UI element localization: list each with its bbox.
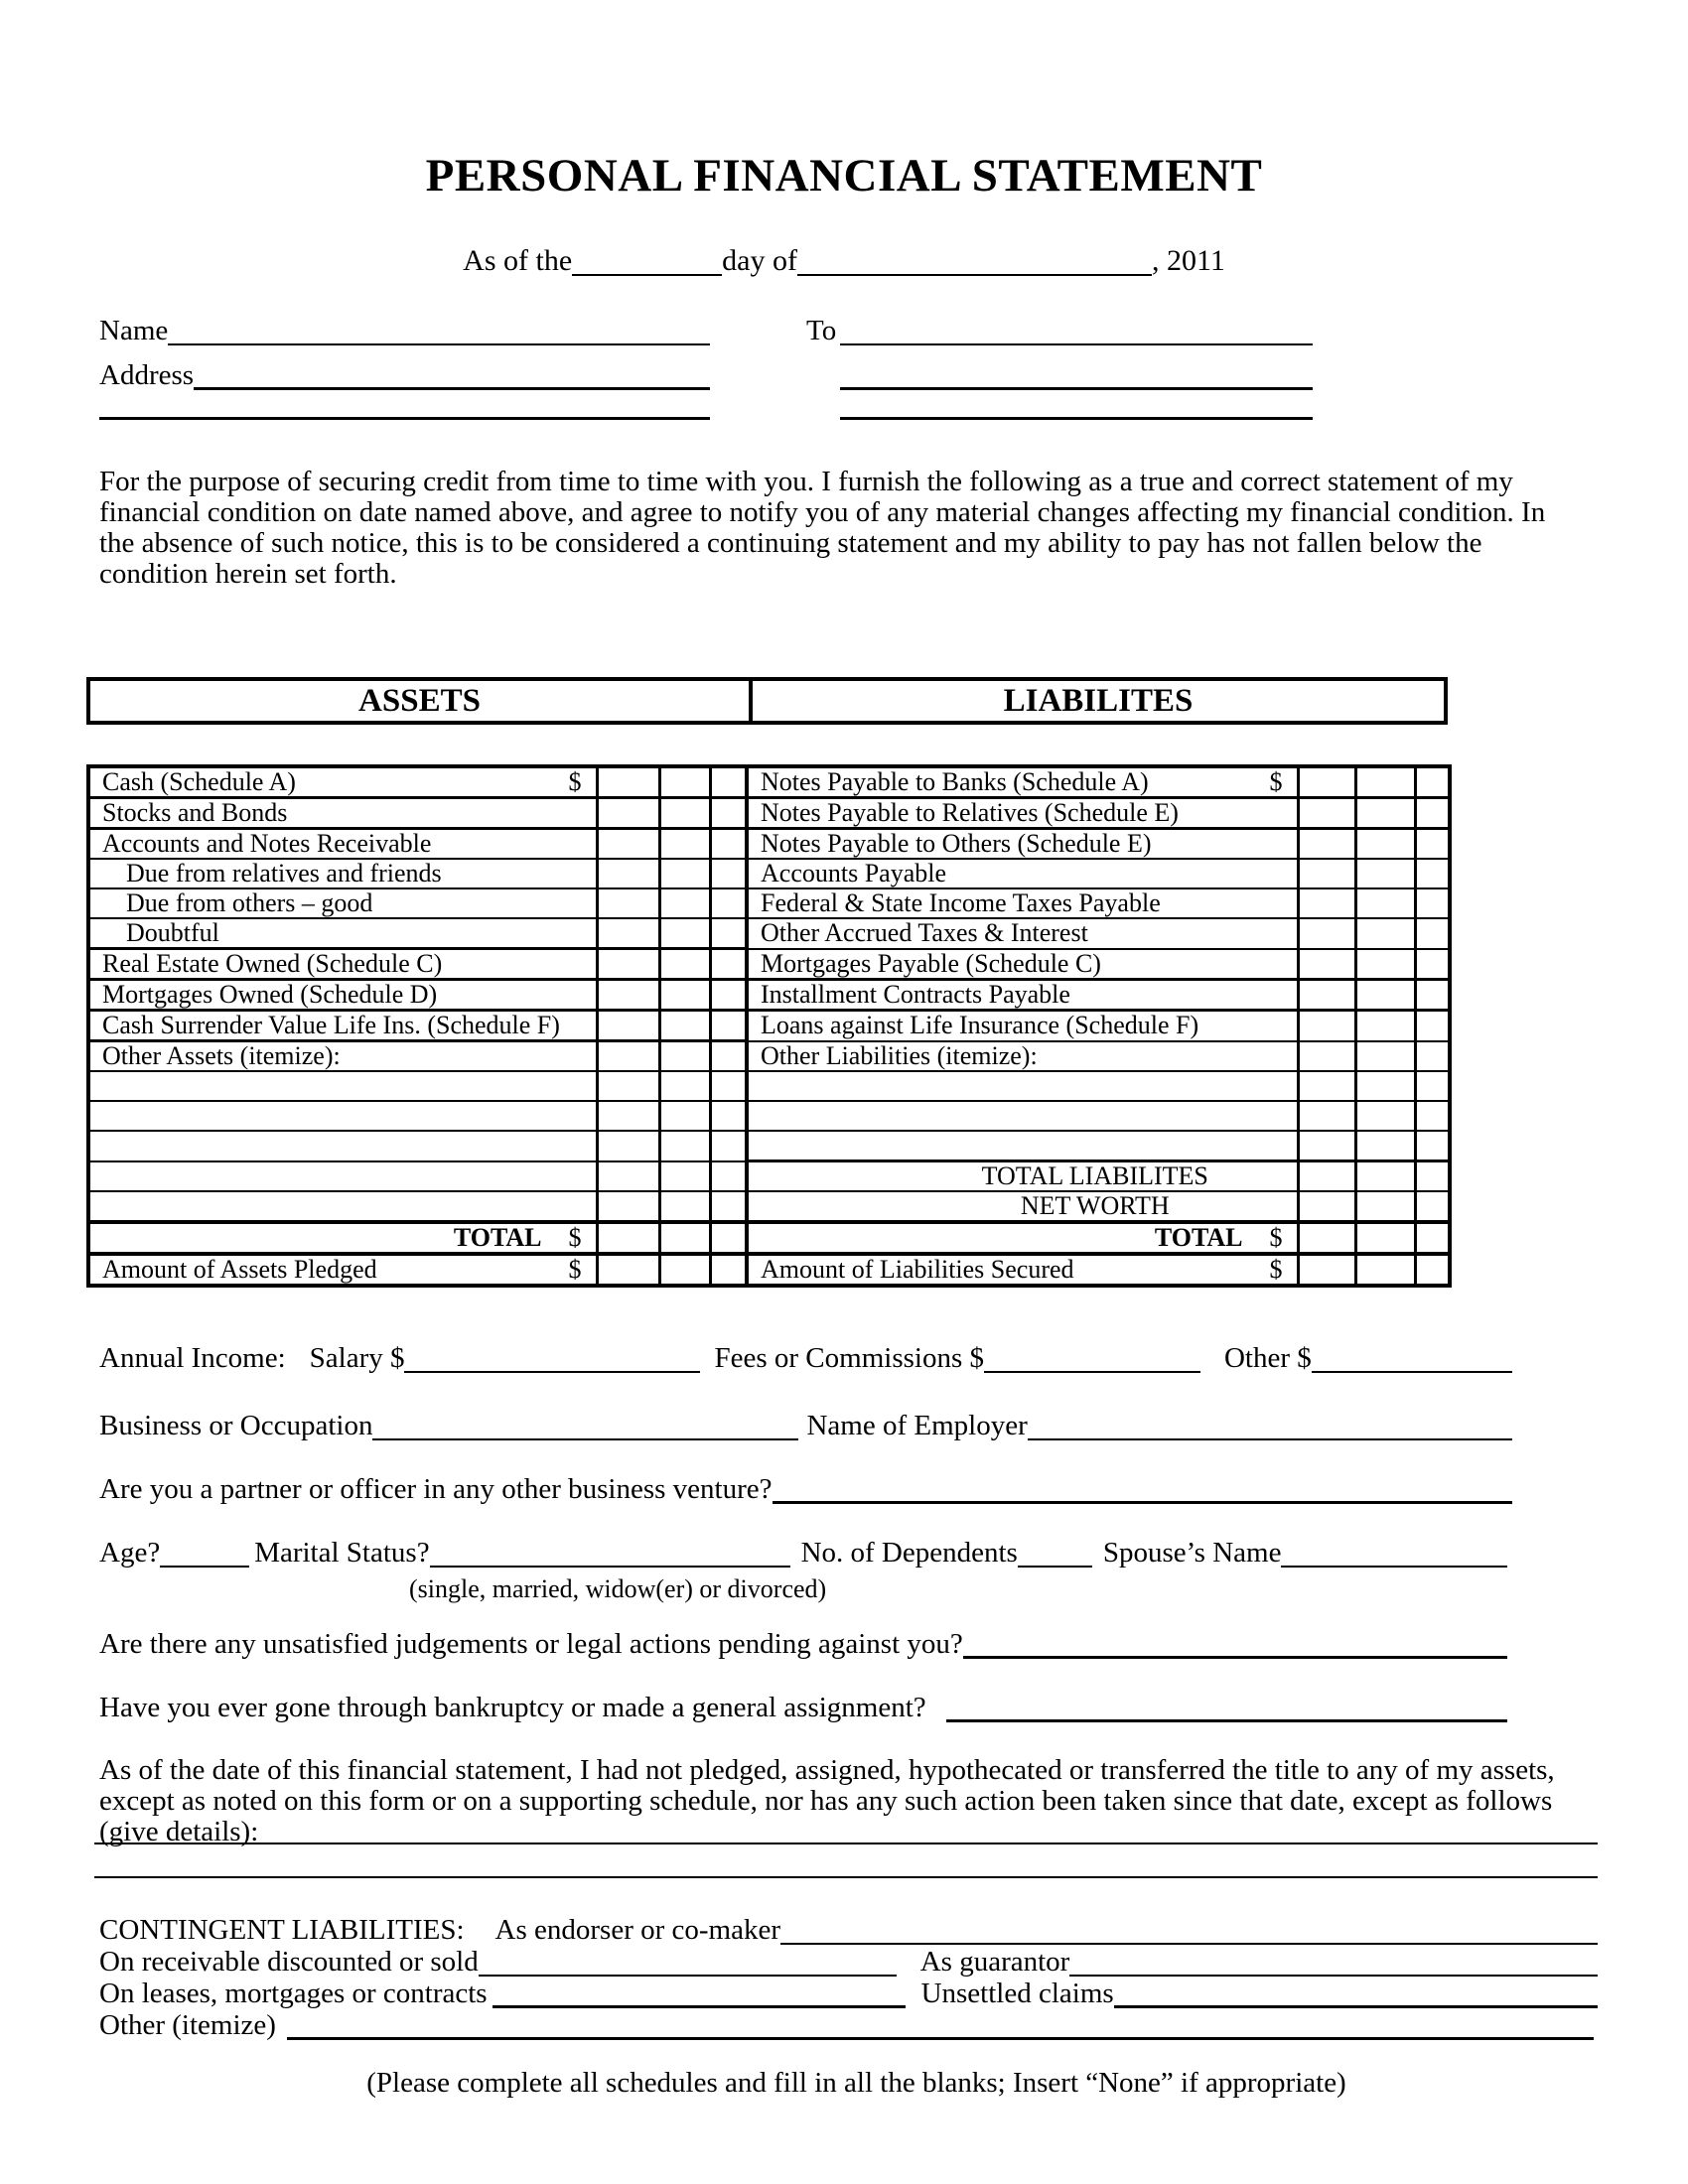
- liability-amount-cell-3[interactable]: [1415, 1041, 1450, 1072]
- footer-note: (Please complete all schedules and fill in all the blanks; Insert “None” if appropriate): [366, 2067, 1346, 2099]
- receivable-label: On receivable discounted or sold: [99, 1946, 479, 1978]
- age-blank-line[interactable]: [160, 1558, 249, 1568]
- liability-amount-cell-2[interactable]: [1355, 1254, 1415, 1286]
- asset-amount-cell-2[interactable]: [659, 918, 710, 949]
- asset-amount-cell-2[interactable]: [659, 1011, 710, 1041]
- liability-amount-cell-3[interactable]: [1415, 1101, 1450, 1131]
- other-income-blank-line[interactable]: [1312, 1363, 1512, 1373]
- table-row: [88, 1071, 1450, 1101]
- asset-amount-cell-3[interactable]: [710, 1101, 747, 1131]
- table-row: [88, 1131, 1450, 1161]
- endorser-label: As endorser or co-maker: [494, 1914, 781, 1946]
- asset-amount-cell-2[interactable]: [659, 798, 710, 829]
- asof-year-label: , 2011: [1151, 244, 1225, 277]
- salary-blank-line[interactable]: [404, 1363, 700, 1373]
- liability-amount-cell-3[interactable]: [1415, 1011, 1450, 1041]
- occupation-label: Business or Occupation: [99, 1410, 373, 1441]
- asset-amount-cell-3[interactable]: [710, 798, 747, 829]
- liability-row-label: TOTAL $: [747, 1222, 1298, 1254]
- name-address-column: [99, 312, 710, 422]
- asset-amount-cell-3[interactable]: [710, 980, 747, 1011]
- liability-amount-cell-1[interactable]: [1298, 766, 1355, 798]
- asset-amount-cell-3[interactable]: [710, 829, 747, 860]
- asset-amount-cell-2[interactable]: [659, 1041, 710, 1072]
- liability-amount-cell-2[interactable]: [1355, 1222, 1415, 1254]
- asset-amount-cell-2[interactable]: [659, 1191, 710, 1222]
- liability-amount-cell-1[interactable]: [1298, 1011, 1355, 1041]
- asset-amount-cell-3[interactable]: [710, 859, 747, 888]
- asset-amount-cell-2[interactable]: [659, 1222, 710, 1254]
- asset-amount-cell-3[interactable]: [710, 888, 747, 918]
- employer-blank-line[interactable]: [1028, 1431, 1512, 1440]
- liability-amount-cell-2[interactable]: [1355, 766, 1415, 798]
- asset-amount-cell-1[interactable]: [597, 1191, 659, 1222]
- liability-row-label: NET WORTH: [747, 1191, 1298, 1222]
- liability-amount-cell-2[interactable]: [1355, 888, 1415, 918]
- asset-amount-cell-3[interactable]: [710, 949, 747, 980]
- liability-amount-cell-2[interactable]: [1355, 1041, 1415, 1072]
- asset-itemize-blank-cell[interactable]: [88, 1131, 597, 1161]
- liability-row-label: Federal & State Income Taxes Payable: [747, 888, 1298, 918]
- balance-table-container: [86, 764, 1452, 1288]
- details-blank-line-2[interactable]: [94, 1876, 1598, 1878]
- liability-row-label: Accounts Payable: [747, 859, 1298, 888]
- liability-amount-cell-3[interactable]: [1415, 918, 1450, 949]
- asof-dayof-label: day of: [722, 244, 797, 277]
- liability-amount-cell-3[interactable]: [1415, 798, 1450, 829]
- liability-amount-cell-1[interactable]: [1298, 1131, 1355, 1161]
- liability-itemize-blank-cell[interactable]: [747, 1101, 1298, 1131]
- liability-itemize-blank-cell[interactable]: [747, 1071, 1298, 1101]
- asset-row-label: Amount of Assets Pledged $: [88, 1254, 597, 1286]
- asset-amount-cell-2[interactable]: [659, 1131, 710, 1161]
- liability-amount-cell-3[interactable]: [1415, 829, 1450, 860]
- asset-itemize-blank-cell[interactable]: [88, 1071, 597, 1101]
- asset-amount-cell-3[interactable]: [710, 1011, 747, 1041]
- liability-row-label: Installment Contracts Payable: [747, 980, 1298, 1011]
- table-row: [88, 798, 1450, 829]
- name-blank-line[interactable]: [168, 336, 710, 345]
- asset-amount-cell-3[interactable]: [710, 918, 747, 949]
- asset-amount-cell-3[interactable]: [710, 1254, 747, 1286]
- as-of-date-line: [0, 244, 1688, 278]
- address-blank-line[interactable]: [194, 379, 710, 390]
- asset-amount-cell-1[interactable]: [597, 949, 659, 980]
- asset-amount-cell-1[interactable]: [597, 1041, 659, 1072]
- asset-amount-cell-2[interactable]: [659, 888, 710, 918]
- table-row: [88, 859, 1450, 888]
- guarantor-label: As guarantor: [919, 1946, 1070, 1978]
- liability-amount-cell-2[interactable]: [1355, 1191, 1415, 1222]
- liability-amount-cell-1[interactable]: [1298, 1254, 1355, 1286]
- asset-row-label: Real Estate Owned (Schedule C): [88, 949, 597, 980]
- unsettled-claims-label: Unsettled claims: [920, 1978, 1114, 2009]
- asof-prefix-label: As of the: [463, 244, 573, 277]
- marital-blank-line[interactable]: [430, 1558, 790, 1568]
- contingent-other-line: [99, 2009, 1594, 2042]
- liability-amount-cell-2[interactable]: [1355, 980, 1415, 1011]
- annual-income-label: Annual Income:: [99, 1342, 286, 1374]
- marital-status-note: (single, married, widow(er) or divorced): [409, 1574, 827, 1603]
- asset-amount-cell-1[interactable]: [597, 918, 659, 949]
- month-blank-line[interactable]: [797, 266, 1152, 276]
- details-blank-line-1[interactable]: [94, 1843, 1598, 1844]
- dollar-sign: $: [568, 1223, 582, 1252]
- contingent-liabilities-heading: CONTINGENT LIABILITIES:: [99, 1914, 465, 1946]
- asset-amount-cell-2[interactable]: [659, 1101, 710, 1131]
- occupation-blank-line[interactable]: [372, 1431, 798, 1440]
- table-header-box: [86, 677, 1448, 725]
- liability-amount-cell-2[interactable]: [1355, 1101, 1415, 1131]
- asset-amount-cell-1[interactable]: [597, 798, 659, 829]
- bankruptcy-blank-line[interactable]: [946, 1711, 1507, 1722]
- spouse-blank-line[interactable]: [1281, 1558, 1507, 1568]
- liability-itemize-blank-cell[interactable]: [747, 1131, 1298, 1161]
- liability-amount-cell-2[interactable]: [1355, 918, 1415, 949]
- fees-label: Fees or Commissions $: [714, 1342, 984, 1374]
- asset-row-label: TOTAL $: [88, 1222, 597, 1254]
- intro-paragraph: For the purpose of securing credit from time to time with you. I furnish the following as a true and correct statement of my financial condition on date named above, and agree to notify you of any material changes affecting my financial condition. In the absence of such notice, this is to be considered a continuing statement and my ability to pay has not fallen below the condition herein set forth.: [99, 466, 1546, 590]
- asset-amount-cell-1[interactable]: [597, 1131, 659, 1161]
- dependents-blank-line[interactable]: [1018, 1558, 1092, 1568]
- asset-amount-cell-2[interactable]: [659, 859, 710, 888]
- liability-amount-cell-1[interactable]: [1298, 888, 1355, 918]
- liability-amount-cell-3[interactable]: [1415, 1254, 1450, 1286]
- age-label: Age?: [99, 1537, 161, 1569]
- to-column: [806, 312, 1313, 422]
- liabilities-header: LIABILITES: [749, 681, 1444, 721]
- liability-amount-cell-1[interactable]: [1298, 918, 1355, 949]
- table-row: [88, 1222, 1450, 1254]
- liability-amount-cell-3[interactable]: [1415, 1222, 1450, 1254]
- liability-amount-cell-2[interactable]: [1355, 1071, 1415, 1101]
- table-row: [88, 1254, 1450, 1286]
- liability-amount-cell-2[interactable]: [1355, 859, 1415, 888]
- asset-row-label: Cash Surrender Value Life Ins. (Schedule F): [88, 1011, 597, 1041]
- asset-amount-cell-1[interactable]: [597, 1222, 659, 1254]
- table-row: [88, 949, 1450, 980]
- other-itemize-label: Other (itemize): [99, 2009, 276, 2041]
- asset-row-label: Mortgages Owned (Schedule D): [88, 980, 597, 1011]
- dollar-sign: $: [1269, 1255, 1283, 1284]
- liability-amount-cell-1[interactable]: [1298, 1071, 1355, 1101]
- liability-amount-cell-1[interactable]: [1298, 859, 1355, 888]
- to-blank-line-2[interactable]: [840, 379, 1313, 390]
- to-label: To: [806, 315, 837, 346]
- table-row: [88, 766, 1450, 798]
- table-row: [88, 829, 1450, 860]
- asset-amount-cell-1[interactable]: [597, 888, 659, 918]
- asset-amount-cell-2[interactable]: [659, 1161, 710, 1192]
- bankruptcy-question-label: Have you ever gone through bankruptcy or made a general assignment?: [99, 1692, 926, 1723]
- asset-itemize-blank-cell[interactable]: [88, 1161, 597, 1192]
- asset-amount-cell-1[interactable]: [597, 1101, 659, 1131]
- other-income-label: Other $: [1223, 1342, 1312, 1374]
- business-line: [99, 1410, 1512, 1442]
- asset-row-label: Doubtful: [88, 918, 597, 949]
- table-row: [88, 1191, 1450, 1222]
- liability-amount-cell-1[interactable]: [1298, 1191, 1355, 1222]
- spouse-name-label: Spouse’s Name: [1102, 1537, 1282, 1569]
- asset-amount-cell-2[interactable]: [659, 829, 710, 860]
- partner-question-line: [99, 1473, 1512, 1506]
- asset-amount-cell-2[interactable]: [659, 1254, 710, 1286]
- asset-amount-cell-1[interactable]: [597, 980, 659, 1011]
- liability-amount-cell-1[interactable]: [1298, 829, 1355, 860]
- day-blank-line[interactable]: [572, 266, 722, 276]
- asset-amount-cell-1[interactable]: [597, 1254, 659, 1286]
- annual-income-line: [99, 1342, 1512, 1375]
- asset-amount-cell-2[interactable]: [659, 766, 710, 798]
- liability-amount-cell-1[interactable]: [1298, 1041, 1355, 1072]
- liability-amount-cell-1[interactable]: [1298, 1101, 1355, 1131]
- judgements-question-label: Are there any unsatisfied judgements or legal actions pending against you?: [99, 1628, 963, 1660]
- liability-row-label: Amount of Liabilities Secured $: [747, 1254, 1298, 1286]
- liability-amount-cell-2[interactable]: [1355, 949, 1415, 980]
- liability-amount-cell-3[interactable]: [1415, 766, 1450, 798]
- leases-blank-line[interactable]: [492, 1997, 906, 2008]
- liability-amount-cell-3[interactable]: [1415, 888, 1450, 918]
- asset-amount-cell-3[interactable]: [710, 1191, 747, 1222]
- asset-amount-cell-1[interactable]: [597, 859, 659, 888]
- liability-row-label: Loans against Life Insurance (Schedule F): [747, 1011, 1298, 1041]
- partner-blank-line[interactable]: [773, 1493, 1513, 1504]
- guarantor-blank-line[interactable]: [1069, 1967, 1598, 1977]
- asset-amount-cell-3[interactable]: [710, 1161, 747, 1192]
- liability-amount-cell-3[interactable]: [1415, 1071, 1450, 1101]
- table-row: [88, 980, 1450, 1011]
- asset-amount-cell-3[interactable]: [710, 1131, 747, 1161]
- liability-amount-cell-3[interactable]: [1415, 980, 1450, 1011]
- table-row: [88, 888, 1450, 918]
- asset-amount-cell-3[interactable]: [710, 1041, 747, 1072]
- dollar-sign: $: [568, 767, 582, 796]
- judgements-question-line: [99, 1628, 1507, 1661]
- asset-amount-cell-1[interactable]: [597, 829, 659, 860]
- liability-row-label: Other Liabilities (itemize):: [747, 1041, 1298, 1072]
- asset-amount-cell-1[interactable]: [597, 1161, 659, 1192]
- liability-row-label: Notes Payable to Relatives (Schedule E): [747, 798, 1298, 829]
- liability-row-label: TOTAL LIABILITES: [747, 1161, 1298, 1192]
- marital-status-label: Marital Status?: [254, 1537, 430, 1569]
- table-row: [88, 918, 1450, 949]
- address-blank-line-2[interactable]: [99, 409, 710, 420]
- leases-label: On leases, mortgages or contracts: [99, 1978, 488, 2009]
- table-row: [88, 1101, 1450, 1131]
- asset-amount-cell-2[interactable]: [659, 1071, 710, 1101]
- liability-amount-cell-2[interactable]: [1355, 1011, 1415, 1041]
- asset-row-label: Due from others – good: [88, 888, 597, 918]
- table-row: [88, 1161, 1450, 1192]
- contingent-leases-line: [99, 1978, 1598, 2010]
- asset-amount-cell-3[interactable]: [710, 766, 747, 798]
- liability-row-label: Other Accrued Taxes & Interest: [747, 918, 1298, 949]
- to-blank-line[interactable]: [840, 336, 1313, 345]
- age-marital-line: [99, 1537, 1507, 1570]
- page-title: PERSONAL FINANCIAL STATEMENT: [425, 150, 1263, 202]
- asset-row-label: Cash (Schedule A) $: [88, 766, 597, 798]
- salary-label: Salary $: [309, 1342, 405, 1374]
- identity-block: [99, 312, 1313, 422]
- dollar-sign: $: [1269, 767, 1283, 796]
- asset-row-label: Stocks and Bonds: [88, 798, 597, 829]
- to-blank-line-3[interactable]: [840, 409, 1313, 420]
- asset-amount-cell-1[interactable]: [597, 1011, 659, 1041]
- liability-amount-cell-3[interactable]: [1415, 859, 1450, 888]
- bankruptcy-question-line: [99, 1692, 1507, 1724]
- asset-row-label: Other Assets (itemize):: [88, 1041, 597, 1072]
- contingent-heading-line: [99, 1914, 1598, 1947]
- liability-amount-cell-2[interactable]: [1355, 1131, 1415, 1161]
- liability-amount-cell-3[interactable]: [1415, 1161, 1450, 1192]
- dependents-label: No. of Dependents: [800, 1537, 1018, 1569]
- asset-amount-cell-1[interactable]: [597, 1071, 659, 1101]
- liability-row-label: Mortgages Payable (Schedule C): [747, 949, 1298, 980]
- table-row: [88, 1041, 1450, 1072]
- asset-amount-cell-3[interactable]: [710, 1071, 747, 1101]
- liability-amount-cell-3[interactable]: [1415, 1191, 1450, 1222]
- balance-table: [86, 764, 1452, 1288]
- liability-row-label: Notes Payable to Banks (Schedule A) $: [747, 766, 1298, 798]
- liability-amount-cell-2[interactable]: [1355, 798, 1415, 829]
- contingent-receivable-line: [99, 1946, 1598, 1979]
- table-row: [88, 1011, 1450, 1041]
- dollar-sign: $: [568, 1255, 582, 1284]
- fees-blank-line[interactable]: [984, 1363, 1200, 1373]
- employer-label: Name of Employer: [806, 1410, 1028, 1441]
- asset-itemize-blank-cell[interactable]: [88, 1191, 597, 1222]
- pledge-paragraph: As of the date of this financial statement, I had not pledged, assigned, hypothecated or transferred the title to any of my assets, except as noted on this form or on a supporting schedule, nor has any such action been taken since that date, except as follows (give details):: [99, 1754, 1555, 1847]
- asset-row-label: Due from relatives and friends: [88, 859, 597, 888]
- assets-header: ASSETS: [358, 682, 481, 719]
- liability-row-label: Notes Payable to Others (Schedule E): [747, 829, 1298, 860]
- name-label: Name: [99, 315, 169, 346]
- liability-amount-cell-3[interactable]: [1415, 1131, 1450, 1161]
- dollar-sign: $: [1269, 1223, 1283, 1252]
- unsettled-blank-line[interactable]: [1114, 1997, 1598, 2008]
- liability-amount-cell-1[interactable]: [1298, 1161, 1355, 1192]
- address-label: Address: [99, 359, 195, 391]
- asset-amount-cell-3[interactable]: [710, 1222, 747, 1254]
- asset-amount-cell-1[interactable]: [597, 766, 659, 798]
- endorser-blank-line[interactable]: [780, 1935, 1598, 1945]
- partner-question-label: Are you a partner or officer in any other business venture?: [99, 1473, 773, 1505]
- liability-amount-cell-1[interactable]: [1298, 1222, 1355, 1254]
- other-itemize-blank-line[interactable]: [287, 2029, 1594, 2040]
- liability-amount-cell-1[interactable]: [1298, 980, 1355, 1011]
- liability-amount-cell-1[interactable]: [1298, 949, 1355, 980]
- judgements-blank-line[interactable]: [963, 1648, 1507, 1659]
- asset-amount-cell-2[interactable]: [659, 980, 710, 1011]
- liability-amount-cell-3[interactable]: [1415, 949, 1450, 980]
- receivable-blank-line[interactable]: [479, 1967, 897, 1977]
- asset-itemize-blank-cell[interactable]: [88, 1101, 597, 1131]
- asset-row-label: Accounts and Notes Receivable: [88, 829, 597, 860]
- asset-amount-cell-2[interactable]: [659, 949, 710, 980]
- liability-amount-cell-2[interactable]: [1355, 829, 1415, 860]
- liability-amount-cell-1[interactable]: [1298, 798, 1355, 829]
- liability-amount-cell-2[interactable]: [1355, 1161, 1415, 1192]
